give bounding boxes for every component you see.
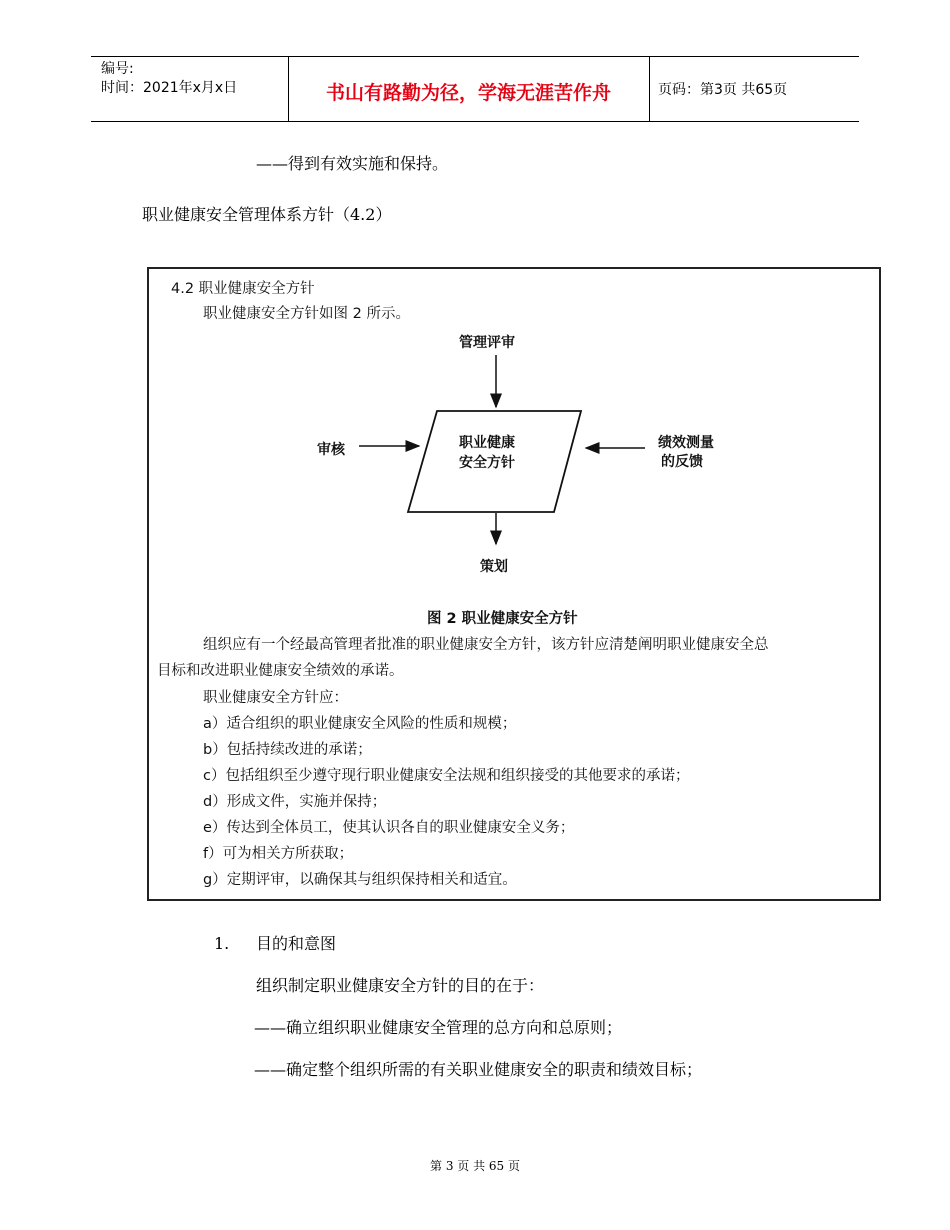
section1-number: 1. <box>214 934 230 953</box>
header-top-rule <box>91 56 859 57</box>
header-time-label: 时间：2021年x月x日 <box>101 80 238 96</box>
figure-shall-intro: 职业健康安全方针应： <box>203 690 348 706</box>
figure-para-line1: 组织应有一个经最高管理者批准的职业健康安全方针，该方针应清楚阐明职业健康安全总 <box>203 637 769 653</box>
figure-para-line2: 目标和改进职业健康安全绩效的承诺。 <box>157 663 404 679</box>
scanned-figure <box>147 267 881 901</box>
header-number-label: 编号: <box>101 61 134 77</box>
figure-item-a: a）适合组织的职业健康安全风险的性质和规模； <box>203 716 517 732</box>
node-planning: 策划 <box>480 559 508 575</box>
figure-item-f: f）可为相关方所获取； <box>203 846 354 862</box>
header-divider-right <box>649 56 650 121</box>
node-management-review: 管理评审 <box>459 335 515 351</box>
node-feedback-line2: 的反馈 <box>661 454 703 470</box>
figure-item-g: g）定期评审，以确保其与组织保持相关和适宜。 <box>203 872 517 888</box>
body-line-1: ——得到有效实施和保持。 <box>256 154 449 173</box>
header-bottom-rule <box>91 121 859 122</box>
header-motto: 书山有路勤为径，学海无涯苦作舟 <box>325 82 611 104</box>
section-heading: 职业健康安全管理体系方针（4.2） <box>142 205 392 224</box>
figure-item-e: e）传达到全体员工，使其认识各自的职业健康安全义务； <box>203 820 575 836</box>
node-policy-line2: 安全方针 <box>459 455 515 471</box>
figure-item-b: b）包括持续改进的承诺； <box>203 742 372 758</box>
section1-title: 目的和意图 <box>256 934 337 953</box>
header-page-code: 页码：第3页 共65页 <box>658 82 788 98</box>
node-audit: 审核 <box>317 442 345 458</box>
node-policy-line1: 职业健康 <box>459 435 515 451</box>
section1-point-2: ——确定整个组织所需的有关职业健康安全的职责和绩效目标； <box>254 1060 703 1079</box>
node-feedback-line1: 绩效测量 <box>658 435 714 451</box>
figure-caption: 图 2 职业健康安全方针 <box>427 611 578 627</box>
section1-point-1: ——确立组织职业健康安全管理的总方向和总原则； <box>254 1018 623 1037</box>
figure-item-d: d）形成文件，实施并保持； <box>203 794 387 810</box>
figure-intro: 职业健康安全方针如图 2 所示。 <box>203 306 410 322</box>
page-footer: 第 3 页 共 65 页 <box>430 1159 520 1173</box>
figure-item-c: c）包括组织至少遵守现行职业健康安全法规和组织接受的其他要求的承诺； <box>203 768 690 784</box>
section1-intro: 组织制定职业健康安全方针的目的在于： <box>256 976 545 995</box>
figure-clause-heading: 4.2 职业健康安全方针 <box>171 281 315 297</box>
